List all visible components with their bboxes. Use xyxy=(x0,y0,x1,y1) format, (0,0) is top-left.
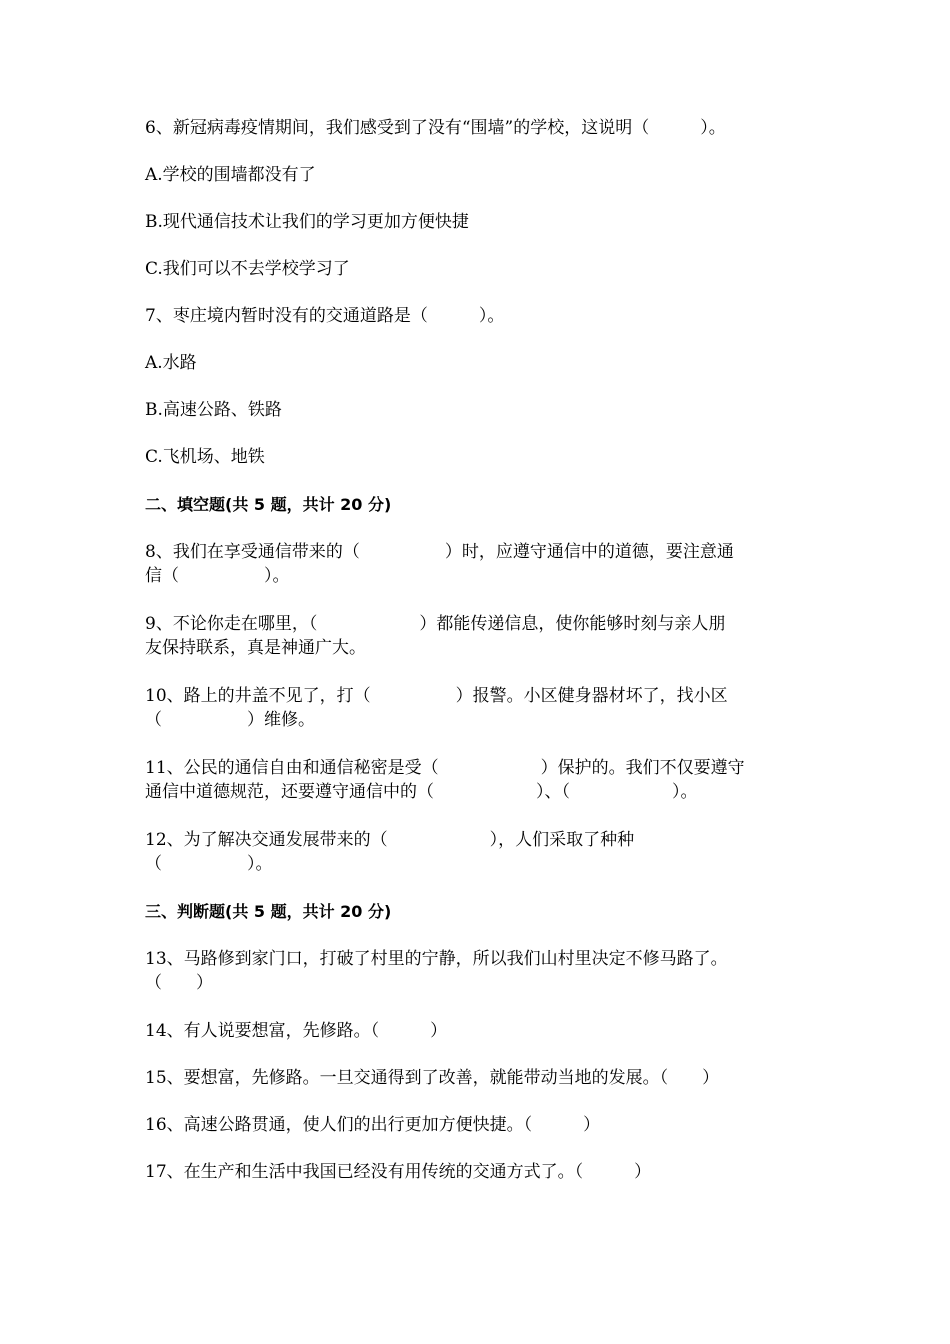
question-6-option-b: B.现代通信技术让我们的学习更加方便快捷 xyxy=(145,212,469,232)
question-8-line-2: 信（ ）。 xyxy=(145,566,290,586)
section-3-heading: 三、判断题(共 5 题，共计 20 分) xyxy=(145,902,392,921)
question-11-line-2: 通信中道德规范，还要遵守通信中的（ ）、（ ）。 xyxy=(145,782,698,802)
question-6-option-a: A.学校的围墙都没有了 xyxy=(145,165,316,185)
section-2-heading: 二、填空题(共 5 题，共计 20 分) xyxy=(145,495,392,514)
question-9-line-1: 9、不论你走在哪里，（ ）都能传递信息，使你能够时刻与亲人朋 xyxy=(145,614,726,634)
question-13-line-2: （ ） xyxy=(145,973,213,993)
question-7-option-b: B.高速公路、铁路 xyxy=(145,400,282,420)
question-10-line-1: 10、路上的井盖不见了，打（ ）报警。小区健身器材坏了，找小区 xyxy=(145,686,728,706)
question-8-line-1: 8、我们在享受通信带来的（ ）时，应遵守通信中的道德，要注意通 xyxy=(145,542,734,562)
question-9-line-2: 友保持联系，真是神通广大。 xyxy=(145,638,366,658)
question-11-line-1: 11、公民的通信自由和通信秘密是受（ ）保护的。我们不仅要遵守 xyxy=(145,758,745,778)
question-12-line-2: （ ）。 xyxy=(145,854,273,874)
question-14: 14、有人说要想富，先修路。（ ） xyxy=(145,1021,448,1041)
question-7-option-c: C.飞机场、地铁 xyxy=(145,447,265,467)
question-6-option-c: C.我们可以不去学校学习了 xyxy=(145,259,350,279)
question-16: 16、高速公路贯通，使人们的出行更加方便快捷。（ ） xyxy=(145,1115,601,1135)
question-6-stem: 6、新冠病毒疫情期间，我们感受到了没有“围墙”的学校，这说明（ ）。 xyxy=(145,118,726,138)
question-12-line-1: 12、为了解决交通发展带来的（ ），人们采取了种种 xyxy=(145,830,635,850)
question-10-line-2: （ ）维修。 xyxy=(145,710,315,730)
question-7-stem: 7、枣庄境内暂时没有的交通道路是（ ）。 xyxy=(145,306,505,326)
question-7-option-a: A.水路 xyxy=(145,353,197,373)
question-15: 15、要想富，先修路。一旦交通得到了改善，就能带动当地的发展。（ ） xyxy=(145,1068,720,1088)
question-13-line-1: 13、马路修到家门口，打破了村里的宁静，所以我们山村里决定不修马路了。 xyxy=(145,949,728,969)
question-17: 17、在生产和生活中我国已经没有用传统的交通方式了。（ ） xyxy=(145,1162,652,1182)
